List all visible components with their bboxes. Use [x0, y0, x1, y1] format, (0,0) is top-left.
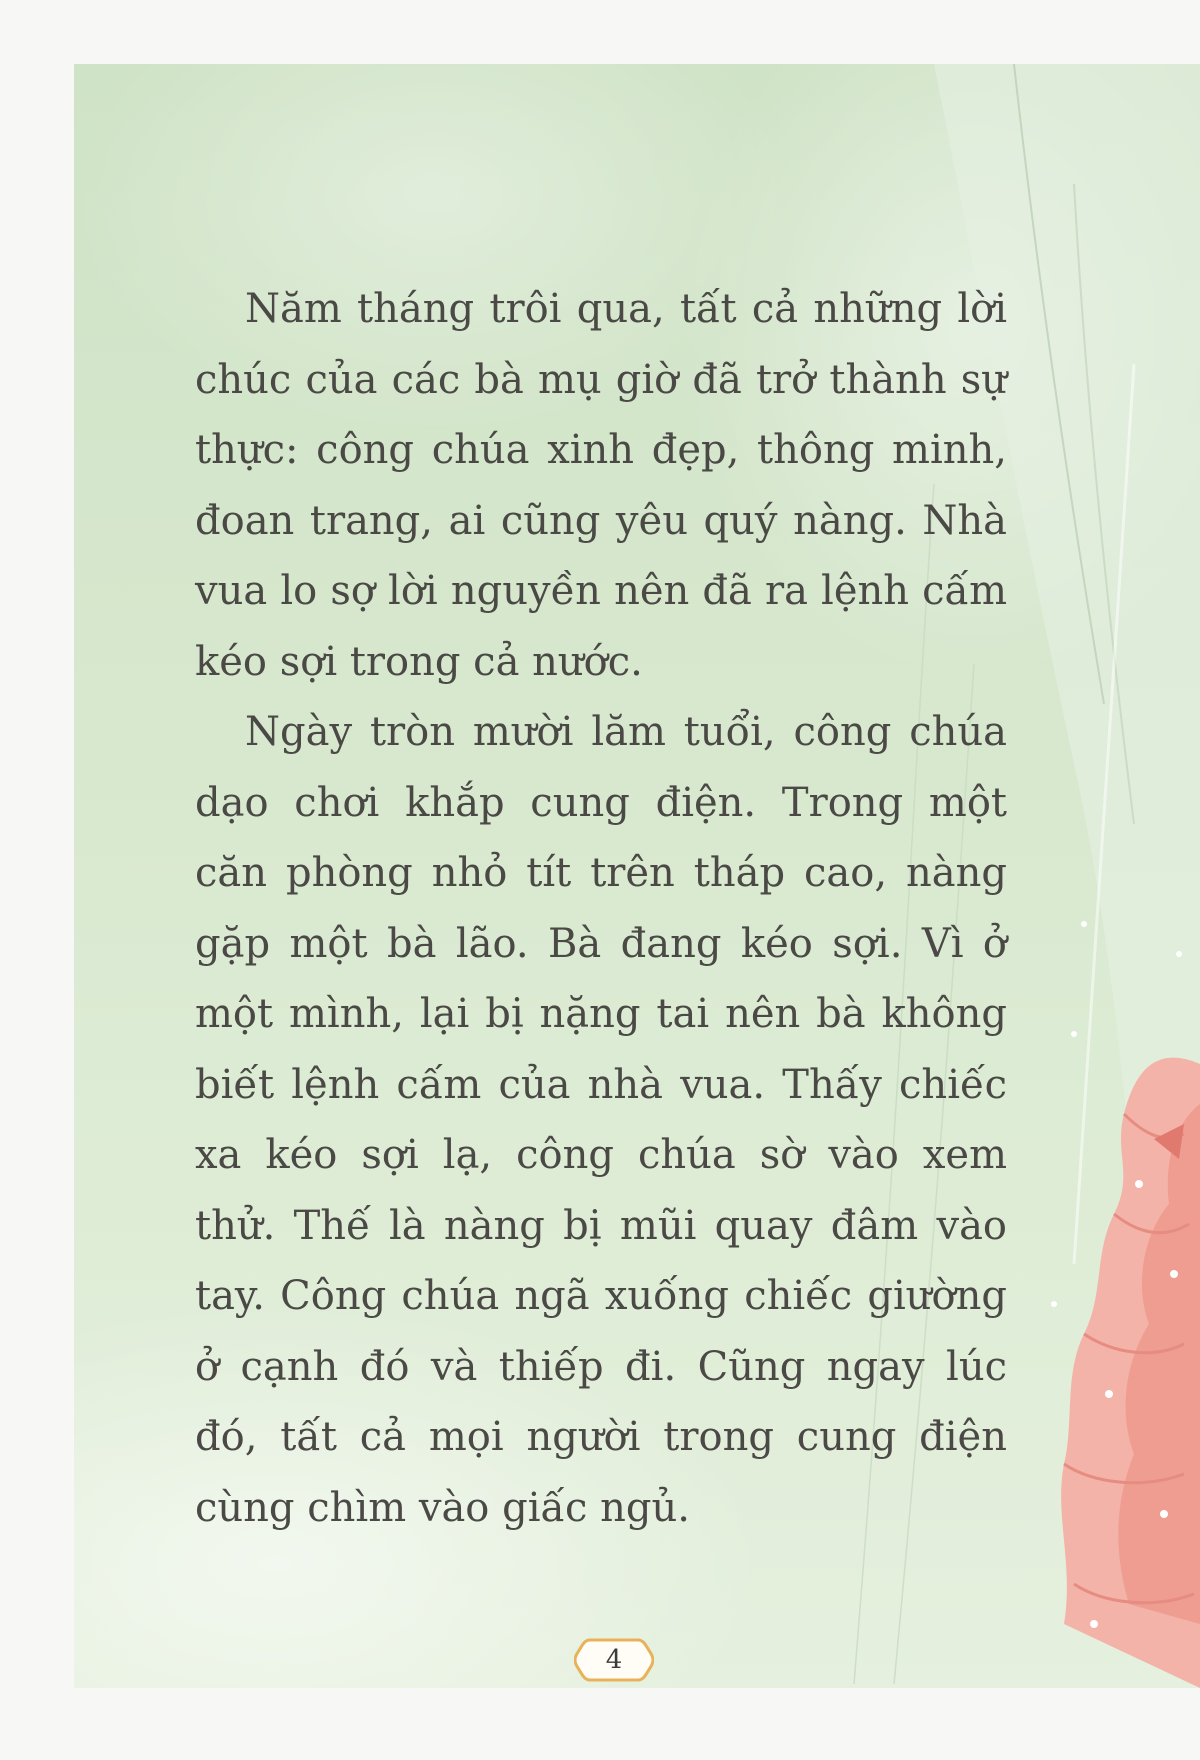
- story-paragraph-1: Năm tháng trôi qua, tất cả những lời chúc của các bà mụ giờ đã trở thành sự thực: công chúa xinh đẹp, thông minh, đoan trang, ai cũng yêu quý nàng. Nhà vua lo sợ lời nguyền nên đã ra lệnh cấm kéo sợi trong cả nước.: [195, 286, 1007, 685]
- book-page: [74, 64, 1200, 1688]
- story-text: [195, 274, 1007, 1543]
- page-number: 4: [605, 1645, 623, 1675]
- page-number-badge: [574, 1634, 654, 1686]
- story-paragraph-2: Ngày tròn mười lăm tuổi, công chúa dạo chơi khắp cung điện. Trong một căn phòng nhỏ tít trên tháp cao, nàng gặp một bà lão. Bà đang kéo sợi. Vì ở một mình, lại bị nặng tai nên bà không biết lệnh cấm của nhà vua. Thấy chiếc xa kéo sợi lạ, công chúa sờ vào xem thử. Thế là nàng bị mũi quay đâm vào tay. Công chúa ngã xuống chiếc giường ở cạnh đó và thiếp đi. Cũng ngay lúc đó, tất cả mọi người trong cung điện cùng chìm vào giấc ngủ.: [195, 709, 1007, 1531]
